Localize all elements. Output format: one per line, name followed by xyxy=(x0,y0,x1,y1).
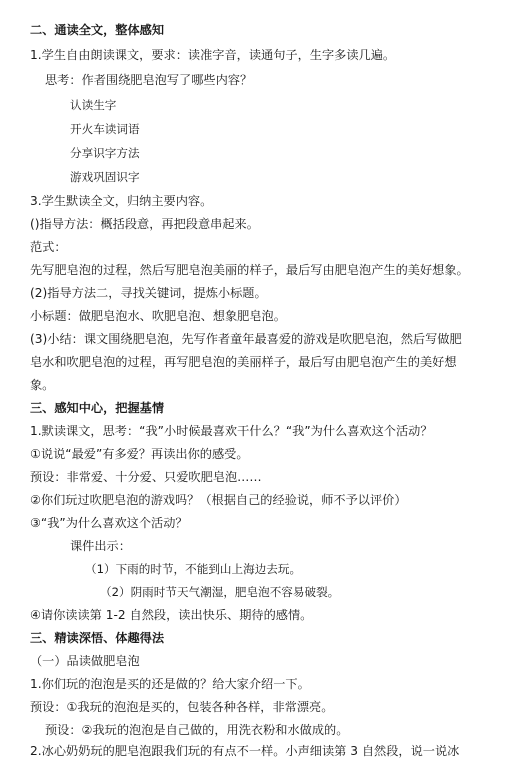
paragraph-line: 先写肥皂泡的过程，然后写肥皂泡美丽的样子，最后写由肥皂泡产生的美好想象。 xyxy=(30,263,469,277)
paragraph-line: (2)指导方法二，寻找关键词，提炼小标题。 xyxy=(30,286,267,300)
paragraph-line: 小标题：做肥皂泡水、吹肥皂泡、想象肥皂泡。 xyxy=(30,309,286,323)
paragraph-line: ①说说“最爱”有多爱？再读出你的感受。 xyxy=(30,447,249,461)
paragraph-line: 预设：非常爱、十分爱、只爱吹肥皂泡…… xyxy=(30,470,262,484)
paragraph-line: 思考：作者围绕肥皂泡写了哪些内容？ xyxy=(45,73,253,87)
paragraph-line: 1.学生自由朗读课文，要求：读准字音，读通句子，生字多读几遍。 xyxy=(30,48,396,62)
section-heading-2: 二、通读全文，整体感知 xyxy=(30,23,165,37)
paragraph-line: ()指导方法：概括段意，再把段意串起来。 xyxy=(30,217,259,231)
section-heading-3b: 三、精读深悟、体趣得法 xyxy=(30,631,165,645)
paragraph-line: 预设：①我玩的泡泡是买的，包装各种各样，非常漂亮。 xyxy=(30,700,334,714)
paragraph-line: (3)小结：课文围绕肥皂泡，先写作者童年最喜爱的游戏是吹肥皂泡，然后写做肥 xyxy=(30,332,462,346)
section-heading-3: 三、感知中心，把握基情 xyxy=(30,401,165,415)
list-item: 认读生字 xyxy=(70,98,117,112)
list-item: 游戏巩固识字 xyxy=(70,170,140,184)
list-item: 分享识字方法 xyxy=(70,146,140,160)
paragraph-line: ③“我”为什么喜欢这个活动？ xyxy=(30,516,188,530)
paragraph-line: 范式： xyxy=(30,240,67,254)
quote-line: （2）阴雨时节天气潮湿，肥皂泡不容易破裂。 xyxy=(100,585,340,599)
paragraph-line: 1.你们玩的泡泡是买的还是做的？给大家介绍一下。 xyxy=(30,677,310,691)
paragraph-line: 象。 xyxy=(30,378,55,392)
list-item: 开火车读词语 xyxy=(70,122,140,136)
paragraph-line: 预设：②我玩的泡泡是自己做的，用洗衣粉和水做成的。 xyxy=(45,723,349,737)
paragraph-line: 3.学生默读全文，归纳主要内容。 xyxy=(30,194,213,208)
quote-line: （1）下雨的时节，不能到山上海边去玩。 xyxy=(85,562,302,576)
subsection-heading: （一）品读做肥皂泡 xyxy=(30,654,140,668)
paragraph-line: 1.默读课文，思考：“我”小时候最喜欢干什么？“我”为什么喜欢这个活动？ xyxy=(30,424,433,438)
paragraph-line: ②你们玩过吹肥皂泡的游戏吗？（根据自己的经验说，师不予以评价） xyxy=(30,493,407,507)
paragraph-line: ④请你读读第 1-2 自然段，读出快乐、期待的感情。 xyxy=(30,608,313,622)
paragraph-line: 皂水和吹肥皂泡的过程，再写肥皂泡的美丽样子，最后写由肥皂泡产生的美好想 xyxy=(30,355,457,369)
paragraph-line: 课件出示： xyxy=(70,539,131,553)
paragraph-line: 2.冰心奶奶玩的肥皂泡跟我们玩的有点不一样。小声细读第 3 自然段，说一说冰 xyxy=(30,744,460,758)
